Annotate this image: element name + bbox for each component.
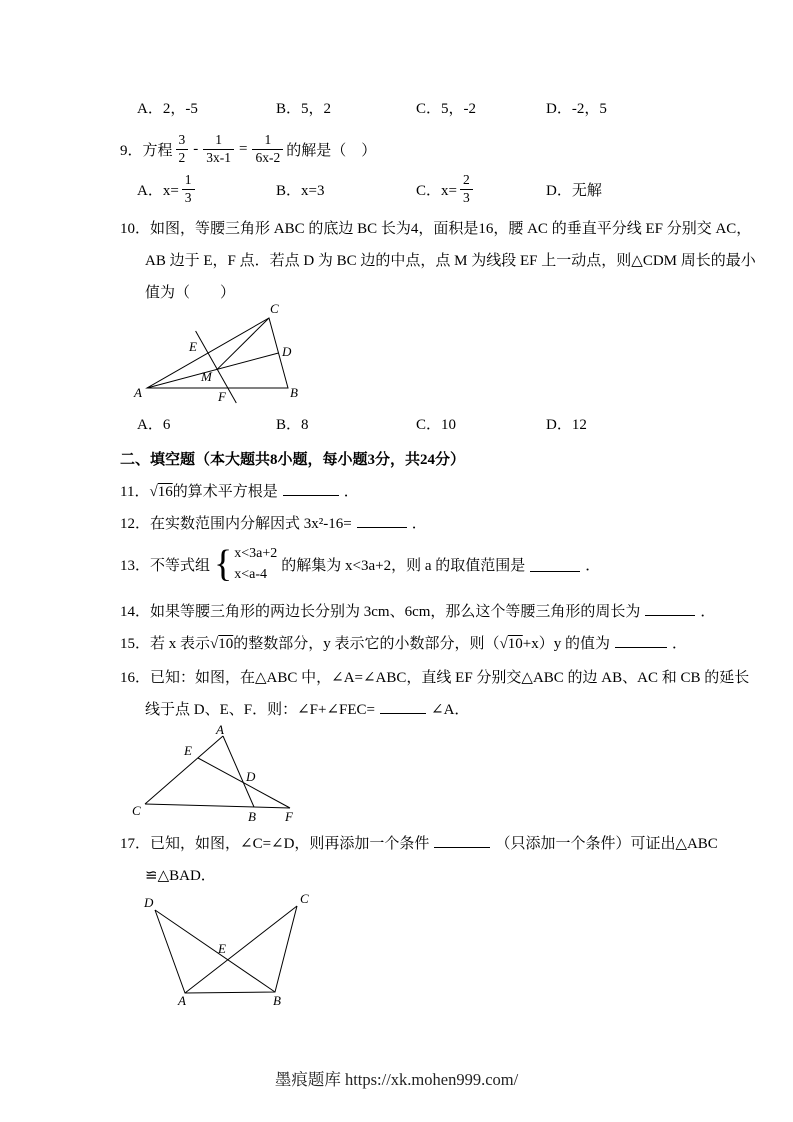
denominator: 3 [462, 189, 470, 205]
segment-ad-through-m [147, 353, 279, 388]
sqrt-10 [500, 636, 523, 652]
numerator: 1 [182, 172, 195, 189]
line-c-b-f [145, 804, 290, 808]
answer-blank-q12 [357, 512, 407, 528]
q17-figure [135, 888, 320, 1006]
q15-part2: 的整数部分，y 表示它的小数部分，则（ [233, 636, 500, 652]
minus-sign: - [193, 140, 199, 157]
sqrt-16 [149, 484, 172, 500]
numerator: 3 [176, 132, 189, 149]
q9-option-b: B．x=3 [276, 182, 325, 199]
footer-site-credit: 墨痕题库 https://xk.mohen999.com/ [274, 1070, 519, 1089]
q9-option-c-fraction [460, 172, 473, 205]
numerator: 2 [460, 172, 473, 189]
q10-line-3: 值为（ ） [145, 285, 236, 301]
q15-part1: 15．若 x 表示 [120, 636, 211, 652]
point-label-a: A [178, 993, 186, 1006]
q10-option-d: D．12 [546, 416, 587, 433]
q8-option-d: D．-2，5 [546, 100, 607, 117]
answer-blank-q13 [530, 556, 580, 572]
q17-line1-post: （只添加一个条件）可证出△ABC [495, 836, 718, 852]
numerator: 1 [252, 132, 283, 149]
q11-suffix: 的算术平方根是 [172, 484, 278, 500]
point-label-d: D [282, 344, 292, 359]
point-label-b: B [290, 385, 298, 400]
q17-line-2: ≌△BAD． [145, 868, 216, 884]
q10-option-a: A．6 [137, 416, 171, 433]
q10-option-b: B．8 [276, 416, 309, 433]
q16-line2-pre: 线于点 D、E、F．则：∠F+∠FEC= [145, 702, 375, 718]
q10-option-c: C．10 [416, 416, 457, 433]
point-label-e: E [184, 743, 192, 758]
point-label-b: B [273, 993, 281, 1006]
triangle-abc [147, 318, 288, 388]
point-label-b: B [248, 809, 256, 824]
radical-sign: √ [149, 484, 158, 500]
q10-line-2: AB 边于 E，F 点．若点 D 为 BC 边的中点，点 M 为线段 EF 上一动点，则△CDM 周长的最小 [145, 253, 756, 269]
q9-fraction-2 [203, 132, 234, 165]
q10-line-1: 10．如图，等腰三角形 ABC 的底边 BC 长为4，面积是16，腰 AC 的垂直平分线 EF 分别交 AC， [120, 221, 752, 237]
q9-option-a [137, 169, 198, 209]
numerator: 1 [203, 132, 234, 149]
q8-option-c: C．5，-2 [416, 100, 477, 117]
q9-options-row [120, 169, 780, 209]
perpendicular-bisector-ef [196, 331, 237, 403]
point-label-c: C [270, 301, 279, 316]
q16-stem [120, 662, 749, 726]
q10-stem [120, 213, 756, 309]
q13-row [120, 541, 600, 587]
point-label-f: F [285, 809, 293, 824]
section2-title: 二、填空题（本大题共8小题，每小题3分，共24分） [120, 452, 466, 468]
denominator: 3x-1 [206, 149, 232, 165]
point-label-f: F [218, 389, 226, 404]
q12-row [120, 512, 427, 533]
q9-option-a-fraction [182, 172, 195, 205]
point-label-a: A [216, 724, 224, 737]
q8-option-b: B．5，2 [276, 100, 332, 117]
denominator: 3 [184, 189, 192, 205]
answer-blank-q11 [283, 480, 339, 496]
q9-stem-prefix: 9．方程 [120, 142, 173, 159]
q9-option-c-text: C．x= [416, 182, 457, 199]
point-label-c: C [132, 803, 141, 818]
point-label-c: C [300, 891, 309, 906]
q11-period: ． [343, 484, 359, 500]
diagonal-ca [185, 906, 297, 993]
q10-figure [125, 300, 315, 412]
radicand: 10 [218, 636, 234, 652]
answer-blank-q14 [645, 600, 695, 616]
q9-option-a-text: A．x= [137, 182, 179, 199]
point-label-d: D [144, 895, 154, 910]
radical-sign: √ [210, 636, 219, 652]
system-lines [234, 543, 277, 585]
radical-sign: √ [499, 636, 508, 652]
q8-options-row [120, 97, 780, 117]
q9-option-c [416, 169, 476, 209]
inequality-1: x<3a+2 [234, 546, 278, 561]
answer-blank-q15 [615, 632, 667, 648]
q13-prefix: 13．不等式组 [120, 557, 211, 574]
q9-fraction-3 [252, 132, 283, 165]
q12-text: 12．在实数范围内分解因式 3x²-16= [120, 516, 352, 532]
q16-line2-post: ∠A． [431, 702, 470, 718]
outline-d-a-b-c [155, 906, 297, 993]
point-label-m: M [201, 369, 212, 384]
q13-suffix: 的解集为 x<3a+2，则 a 的取值范围是 [281, 557, 526, 574]
point-label-a: A [134, 385, 142, 400]
q15-row [120, 632, 687, 653]
denominator: 6x-2 [255, 149, 281, 165]
q13-period: ． [585, 557, 601, 574]
point-label-d: D [246, 769, 256, 784]
q10-options-row [120, 413, 780, 433]
q11-prefix: 11． [120, 484, 150, 500]
q9-stem-row [120, 129, 376, 169]
left-brace: { [214, 542, 233, 585]
answer-blank-q16 [380, 698, 426, 714]
denominator: 2 [178, 149, 186, 165]
q14-period: ． [700, 604, 716, 620]
diagonal-db [155, 910, 275, 992]
point-label-e: E [189, 339, 197, 354]
inequality-2: x<a-4 [234, 567, 268, 582]
q9-option-d: D．无解 [546, 182, 602, 199]
answer-blank-q17 [434, 832, 490, 848]
q14-text: 14．如果等腰三角形的两边长分别为 3cm、6cm，那么这个等腰三角形的周长为 [120, 604, 641, 620]
q15-part3: +x）y 的值为 [522, 636, 610, 652]
q15-period: ． [671, 636, 687, 652]
q16-figure [130, 724, 305, 824]
q11-row [120, 480, 359, 501]
transversal-e-d-f [198, 758, 290, 808]
q16-line-2 [120, 694, 749, 726]
q16-line-1: 16．已知：如图，在△ABC 中，∠A=∠ABC，直线 EF 分别交△ABC 的边 AB、AC 和 CB 的延长 [120, 670, 750, 686]
q8-option-a: A．2，-5 [137, 100, 198, 117]
q12-period: ． [411, 516, 427, 532]
equals-sign: = [239, 140, 248, 157]
radicand: 16 [157, 484, 173, 500]
q9-stem-suffix: 的解是（ ） [286, 142, 377, 159]
inequality-system [214, 543, 277, 585]
radicand: 10 [507, 636, 523, 652]
sqrt-10 [210, 636, 233, 652]
q9-fraction-1 [176, 132, 189, 165]
q17-line1-pre: 17．已知，如图，∠C=∠D，则再添加一个条件 [120, 836, 430, 852]
q17-line-1 [120, 832, 718, 853]
q14-row [120, 600, 715, 621]
point-label-e: E [218, 941, 226, 956]
